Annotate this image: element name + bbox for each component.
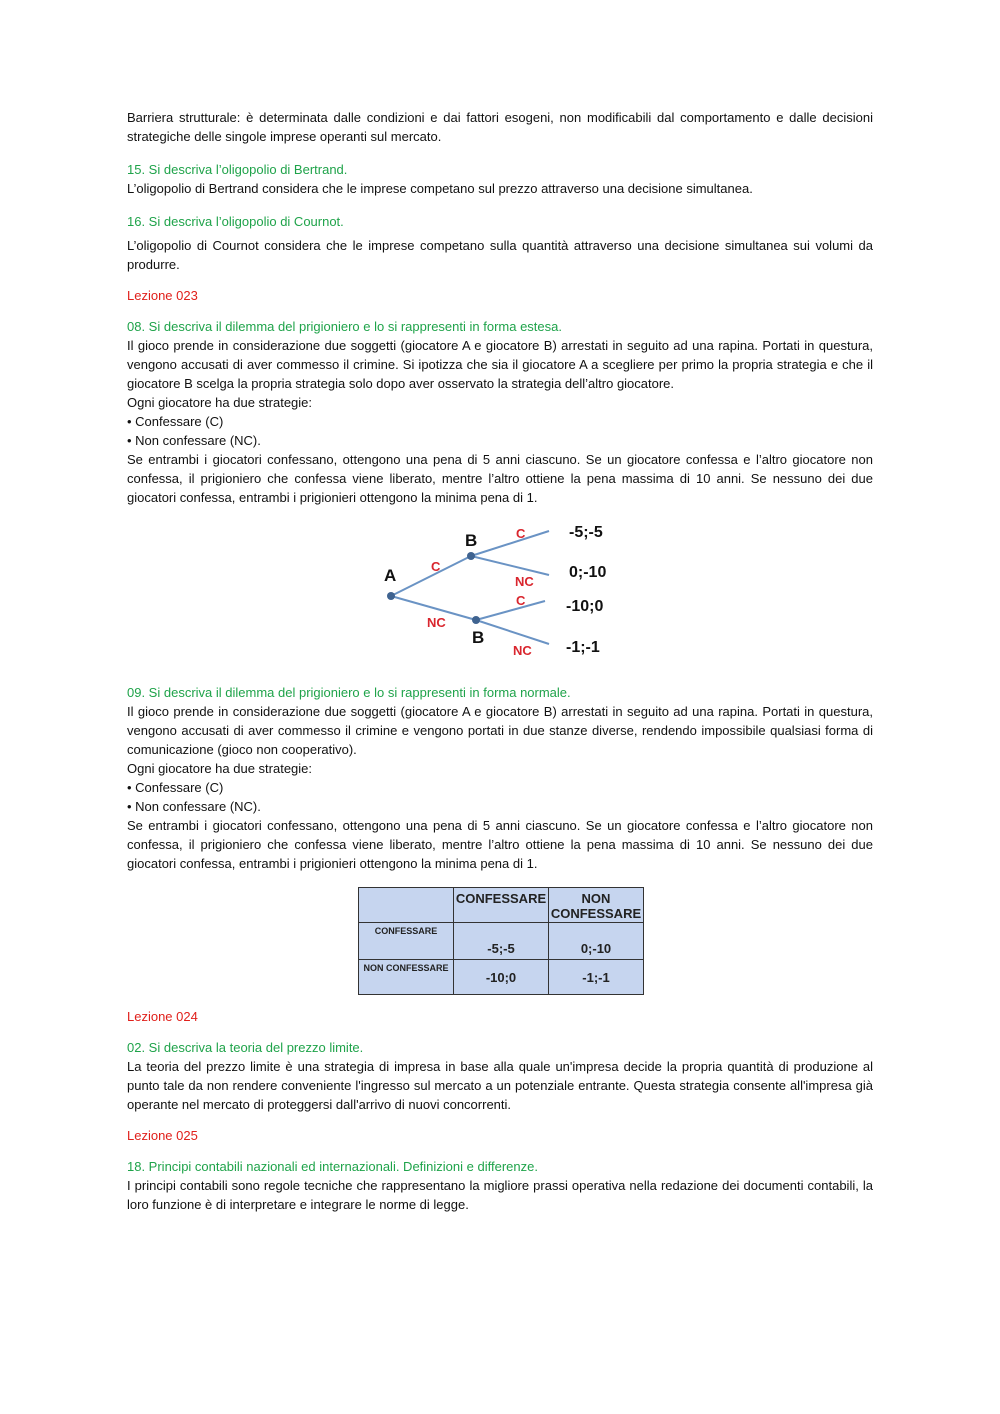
matrix-cell-r1c1: -5;-5 — [454, 923, 549, 960]
branch-b1-not-confess — [471, 556, 549, 575]
question-08-bullet-2: • Non confessare (NC). — [127, 433, 261, 448]
matrix-col-confess: CONFESSARE — [454, 888, 549, 923]
branch-b1-nc-label: NC — [515, 574, 534, 589]
question-09-strategies-intro: Ogni giocatore ha due strategie: — [127, 761, 313, 776]
question-09-bullet-1: • Confessare (C) — [127, 780, 224, 795]
matrix-row-not-confess: NON CONFESSARE — [359, 960, 454, 995]
question-16-answer: L’oligopolio di Cournot considera che le imprese competano sulla quantità attraverso una decisione simultanea sui volumi da produrre. — [127, 238, 873, 272]
question-18-title: 18. Principi contabili nazionali ed internazionali. Definizioni e differenze. — [127, 1159, 538, 1174]
question-08-bullet-1: • Confessare (C) — [127, 414, 224, 429]
question-08-paragraph-2: Se entrambi i giocatori confessano, ottengono una pena di 5 anni ciascuno. Se un giocatore confessa e l’altro giocatore non confessa, il prigioniero che confessa viene liberato, mentre l’altro ottiene la pena massima di 10 anni. Se nessuno dei due giocatori confessa, entrambi i prigionieri ottengono la minima pena di 1. — [127, 452, 873, 505]
matrix-cell-r2c1: -10;0 — [454, 960, 549, 995]
lesson-024-heading: Lezione 024 — [127, 1009, 198, 1024]
matrix-cell-r1c2: 0;-10 — [549, 923, 644, 960]
question-02-title: 02. Si descriva la teoria del prezzo limite. — [127, 1040, 364, 1055]
question-15-answer: L’oligopolio di Bertrand considera che le imprese competano sul prezzo attraverso una decisione simultanea. — [127, 181, 753, 196]
question-08-title: 08. Si descriva il dilemma del prigioniero e lo si rappresenti in forma estesa. — [127, 319, 562, 334]
lesson-025-heading: Lezione 025 — [127, 1128, 198, 1143]
payoff-nc-c: -10;0 — [566, 598, 604, 615]
player-a-label: A — [384, 566, 397, 585]
question-15-title: 15. Si descriva l’oligopolio di Bertrand. — [127, 162, 348, 177]
payoff-c-c: -5;-5 — [569, 524, 603, 541]
question-09-paragraph-2: Se entrambi i giocatori confessano, ottengono una pena di 5 anni ciascuno. Se un giocatore confessa e l’altro giocatore non confessa, il prigioniero che confessa viene liberato, mentre l’altro ottiene la pena massima di 10 anni. Se nessuno dei due giocatori confessa, entrambi i prigionieri ottengono la minima pena di 1. — [127, 818, 873, 871]
barrier-paragraph: Barriera strutturale: è determinata dalle condizioni e dai fattori esogeni, non modificabili dal comportamento e dalle decisioni strategiche delle singole imprese operanti sul mercato. — [127, 110, 873, 144]
branch-b2-confess — [476, 601, 545, 620]
question-02-answer: La teoria del prezzo limite è una strategia di impresa in base alla quale un'impresa decide la propria quantità di produzione al punto tale da non rendere conveniente l'ingresso sul mercato a un potenziale entrante. Questa strategia consente all'impresa già operante nel mercato di proteggersi dall'arrivo di nuovi concorrenti. — [127, 1059, 873, 1112]
document-page — [127, 108, 873, 1214]
question-09-bullet-2: • Non confessare (NC). — [127, 799, 261, 814]
matrix-corner-cell — [359, 888, 454, 923]
branch-b1-confess — [471, 531, 549, 556]
branch-b2-c-label: C — [516, 593, 526, 608]
payoff-matrix — [358, 887, 644, 995]
extensive-form-diagram — [127, 511, 873, 671]
normal-form-diagram — [127, 883, 873, 995]
question-08-strategies-intro: Ogni giocatore ha due strategie: — [127, 395, 313, 410]
matrix-col-not-confess: NON CONFESSARE — [549, 888, 644, 923]
game-tree-svg — [373, 511, 623, 671]
branch-b1-c-label: C — [516, 526, 526, 541]
node-b-bottom — [472, 616, 480, 624]
branch-b2-not-confess — [476, 620, 549, 644]
question-09-paragraph-1: Il gioco prende in considerazione due soggetti (giocatore A e giocatore B) arrestati in seguito ad una rapina. Portati in questura, vengono accusati di aver commesso il crimine e vengono portati in due stanze diverse, rendendo impossibile qualsiasi forma di comunicazione (gioco non cooperativo). — [127, 704, 873, 757]
question-16-title: 16. Si descriva l’oligopolio di Cournot. — [127, 214, 344, 229]
branch-a-nc-label: NC — [427, 615, 446, 630]
payoff-c-nc: 0;-10 — [569, 564, 607, 581]
player-b-bottom-label: B — [472, 628, 485, 647]
node-b-top — [467, 552, 475, 560]
matrix-row-confess: CONFESSARE — [359, 923, 454, 960]
question-09-title: 09. Si descriva il dilemma del prigioniero e lo si rappresenti in forma normale. — [127, 685, 571, 700]
node-a — [387, 592, 395, 600]
player-b-top-label: B — [465, 531, 478, 550]
question-08-paragraph-1: Il gioco prende in considerazione due soggetti (giocatore A e giocatore B) arrestati in seguito ad una rapina. Portati in questura, vengono accusati di aver commesso il crimine. Si ipotizza che sia il giocatore A a scegliere per primo la propria strategia e che il giocatore B scelga la propria strategia solo dopo aver osservato la strategia dell’altro giocatore. — [127, 338, 873, 391]
branch-b2-nc-label: NC — [513, 643, 532, 658]
lesson-023-heading: Lezione 023 — [127, 288, 198, 303]
matrix-cell-r2c2: -1;-1 — [549, 960, 644, 995]
branch-a-c-label: C — [431, 559, 441, 574]
payoff-nc-nc: -1;-1 — [566, 639, 600, 656]
question-18-answer: I principi contabili sono regole tecniche che rappresentano la migliore prassi operativa nella redazione dei documenti contabili, la loro funzione è di interpretare e integrare le norme di legge. — [127, 1178, 873, 1212]
